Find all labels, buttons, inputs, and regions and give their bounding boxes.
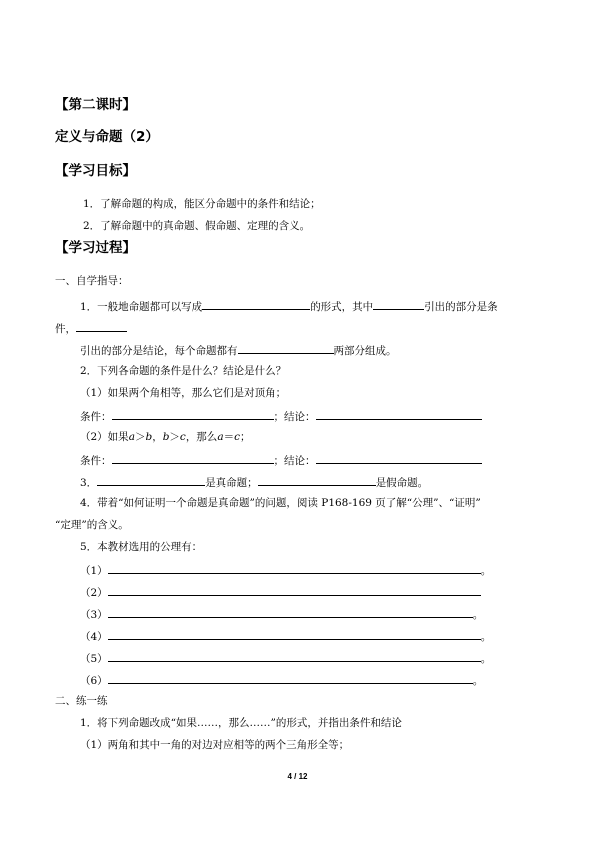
- q1-blank-conclusion-word[interactable]: [76, 320, 127, 332]
- axiom-blank[interactable]: [108, 606, 473, 618]
- false-proposition-label: 是假命题。: [375, 477, 429, 489]
- var-b: b: [145, 431, 153, 443]
- axiom-blank[interactable]: [108, 672, 473, 684]
- goals-heading: 【学习目标】: [55, 163, 136, 179]
- goal-item-2: 2．了解命题中的真命题、假命题、定理的含义。: [83, 220, 311, 232]
- gt-sign: ＞: [134, 431, 146, 443]
- axiom-item-4: [80, 628, 491, 644]
- var-a: a: [128, 431, 135, 443]
- q1-text-d: 件，: [55, 323, 76, 335]
- q1-text-a: 1．一般地命题都可以写成: [80, 301, 203, 313]
- q5-title: 5．本教材选用的公理有：: [80, 541, 203, 553]
- lesson-title: 【第二课时】: [55, 97, 136, 113]
- then-text: ，那么: [185, 431, 218, 443]
- part2-item1: （1）两角和其中一角的对边对应相等的两个三角形全等；: [80, 739, 350, 751]
- condition-label: 条件：: [80, 455, 112, 467]
- eq-sign: ＝: [223, 431, 235, 443]
- conclusion-label: 结论：: [284, 411, 316, 423]
- axiom-number: （4）: [80, 631, 108, 643]
- q2-item2-conclusion-blank[interactable]: [316, 452, 482, 464]
- process-heading: 【学习过程】: [55, 240, 136, 256]
- q2-item2: [80, 430, 250, 444]
- q1-blank-condition-word[interactable]: [373, 298, 424, 310]
- q2-item1-condition-blank[interactable]: [112, 408, 274, 420]
- part1-title: 一、自学指导：: [55, 275, 129, 287]
- q2-title: 2．下列各命题的条件是什么？结论是什么？: [80, 365, 287, 377]
- q3-number: 3．: [80, 477, 98, 489]
- period: 。: [480, 565, 492, 577]
- axiom-item-6: [80, 672, 483, 688]
- q1-text-c: 引出的部分是条: [424, 301, 498, 313]
- q4-line1: 4．带着“如何证明一个命题是真命题”的问题，阅读 P168-169 页了解“公理”、“证明”: [80, 497, 481, 509]
- true-proposition-label: 是真命题；: [205, 477, 258, 489]
- q1-text-f: 两部分组成。: [333, 345, 397, 357]
- q1-line2: [55, 320, 127, 336]
- var-c: c: [234, 431, 240, 443]
- axiom-blank[interactable]: [108, 562, 481, 574]
- var-c: c: [179, 431, 186, 443]
- axiom-blank[interactable]: [108, 650, 481, 662]
- var-b: b: [162, 431, 170, 443]
- part2-title: 二、练一练: [55, 695, 108, 707]
- condition-label: 条件：: [80, 411, 112, 423]
- q1-line1: [80, 298, 498, 314]
- q2-item1: （1）如果两个角相等，那么它们是对顶角；: [80, 387, 287, 399]
- semicolon: ；: [239, 431, 251, 443]
- page-number: 4 / 12: [287, 772, 308, 781]
- axiom-number: （1）: [80, 565, 108, 577]
- q2-item2-condition-blank[interactable]: [112, 452, 274, 464]
- q2-item2-answer: [80, 452, 482, 468]
- axiom-number: （5）: [80, 653, 108, 665]
- item2-prefix: （2）如果: [80, 431, 129, 443]
- axiom-blank[interactable]: [108, 584, 481, 596]
- q3-line: [80, 474, 428, 490]
- axiom-item-3: [80, 606, 483, 622]
- axiom-blank[interactable]: [108, 628, 481, 640]
- period: 。: [480, 631, 492, 643]
- axiom-number: （3）: [80, 609, 108, 621]
- goal-item-1: 1．了解命题的构成，能区分命题中的条件和结论；: [83, 198, 321, 210]
- separator: ；: [273, 411, 284, 423]
- q1-line3: [80, 342, 397, 358]
- comma: ，: [152, 431, 163, 443]
- period: 。: [472, 675, 484, 687]
- q2-item1-answer: [80, 408, 482, 424]
- section-title: 定义与命题（2）: [55, 129, 159, 145]
- q2-item1-conclusion-blank[interactable]: [316, 408, 482, 420]
- conclusion-label: 结论：: [284, 455, 316, 467]
- axiom-number: （6）: [80, 675, 108, 687]
- period: 。: [472, 609, 484, 621]
- axiom-number: （2）: [80, 587, 108, 599]
- q1-blank-form[interactable]: [202, 298, 310, 310]
- var-a: a: [217, 431, 224, 443]
- q1-text-b: 的形式，其中: [310, 301, 374, 313]
- q1-blank-parts[interactable]: [238, 342, 334, 354]
- false-proposition-blank[interactable]: [258, 474, 376, 486]
- gt-sign: ＞: [169, 431, 180, 443]
- separator: ；: [273, 455, 284, 467]
- q1-text-e: 引出的部分是结论，每个命题都有: [80, 345, 238, 357]
- part2-q1: 1．将下列命题改成“如果……，那么……”的形式，并指出条件和结论: [80, 717, 402, 729]
- q4-line2: “定理”的含义。: [55, 519, 129, 531]
- axiom-item-5: [80, 650, 491, 666]
- axiom-item-2: [80, 584, 481, 600]
- period: 。: [480, 653, 492, 665]
- axiom-item-1: [80, 562, 491, 578]
- true-proposition-blank[interactable]: [97, 474, 205, 486]
